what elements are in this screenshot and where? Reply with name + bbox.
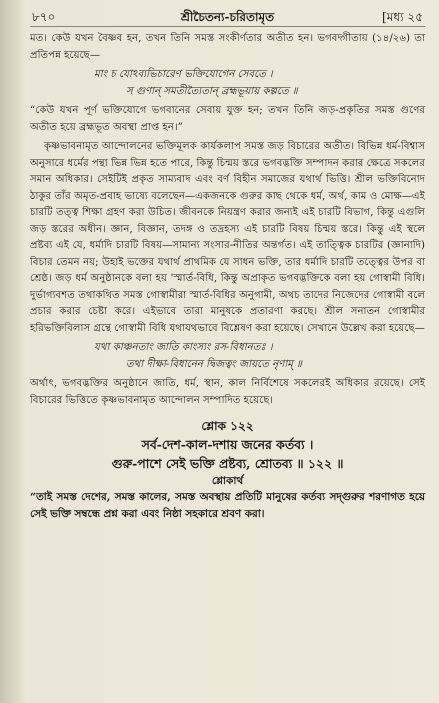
page-number: ৮৭০	[32, 10, 56, 24]
book-title: শ্রীচৈতন্য-চরিতামৃত	[180, 10, 275, 24]
gita-verse-line-1: মাং চ যোঽব্যভিচারেণ ভক্তিযোগেন সেবতে ।	[94, 69, 273, 80]
gita-verse-line-2: স গুণান্ সমতীত্যৈতান্ ব্রহ্মভূয়ায় কল্পতে ॥	[126, 85, 298, 97]
haribhakti-verse-line-1: যথা কাঞ্চনতাং জাতি কাংস্যং রস-বিধানতঃ ।	[94, 342, 273, 353]
slokartha-label: শ্লোকার্থ	[211, 475, 244, 487]
section-label: [মধ্য ২৫	[382, 10, 423, 24]
sloka-translation: “তাই সমস্ত দেশের, সমস্ত কালের, সমস্ত অবস্থায় প্রতিটি মানুষের কর্তব্য সদ্গুরুর শরণাগত হয়ে সেই ভক্তি সম্বন্ধে প্রশ্ন করা এবং নিষ্ঠা সহকারে শ্রবণ করা।	[30, 491, 425, 520]
purport-paragraph: কৃষ্ণভাবনামৃত আন্দোলনের ভক্তিমূলক কার্যকলাপ সমস্ত জড় বিচারের অতীত। বিভিন্ন ধর্ম-বিশ্বাস অনুসারে ধর্মের পন্থা ভিন্ন ভিন্ন হতে পারে, কিন্তু চিন্ময় স্তরে ভগবদ্ভক্তি সম্পাদন করার ক্ষেত্রে সকলের সমান অধিকার। সেইটিই প্রকৃত সাম্যবাদ এবং বর্ণ বিহীন সমাজের যথার্থ ভিত্তি। শ্রীল ভক্তিবিনোদ ঠাকুর তাঁর অমৃত-প্রবাহ ভাষ্যে বলেছেন—একজনকে গুরুর কাছ থেকে ধর্ম, অর্থ, কাম ও মোক্ষ—এই চারটি তত্ত্ব শিক্ষা গ্রহণ করা উচিত। জীবনকে নিয়ন্ত্রণ করার জন্যই এই চারটি বিভাগ, কিন্তু এগুলি জড় স্তরের অধীন। জ্ঞান, বিজ্ঞান, তদঙ্গ ও তদ্রহস্য এই চারটি বিষয় চিন্ময় স্তরে। কিন্তু এই স্থলে প্রষ্টব্য এই যে, ধর্মাদি চারটি বিষয়—সামান্য সংসার-নীতির অন্তর্গত। এই তাত্ত্বিক চারটির (জ্ঞানাদি) বিচার তেমন নয়; উহাই ভক্তের যথার্থ প্রাথমিক যে সাধন ভক্তি, তার ধর্মাদি চারটি তত্ত্বের উপর বা শ্রেষ্ঠ। জড় ধর্ম অনুষ্ঠানকে বলা হয় 'স্মার্ত-বিধি, কিন্তু অপ্রাকৃত ভগবদ্ভক্তিকে বলা হয় গোস্বামী বিধি। দুর্ভাগ্যবশত তথাকথিত সমস্ত গোস্বামীরা স্মার্ত-বিধির অনুগামী, অথচ তাদের নিজেদের গোস্বামী বলে প্রচার করার চেষ্টা করে। এইভাবে তারা মানুষকে প্রতারণা করছে। শ্রীল সনাতন গোস্বামীর হরিভক্তিবিলাস গ্রন্থে গোস্বামী বিধি যথাযথভাবে বিশ্লেষণ করা হয়েছে। সেখানে উল্লেখ করা হয়েছে—	[30, 141, 425, 334]
sloka-line-1: সর্ব-দেশ-কাল-দশায় জনের কর্তব্য ।	[141, 437, 314, 452]
conclusion-paragraph: অর্থাৎ, ভগবদ্ভক্তির অনুষ্ঠানে জাতি, ধর্ম, স্থান, কাল নির্বিশেষে সকলেরই অধিকার রয়েছে। সেই বিচারের ভিত্তিতে কৃষ্ণভাবনামৃত আন্দোলন সম্পাদিত হয়েছে।	[30, 378, 425, 406]
sloka-line-2: গুরু-পাশে সেই ভক্তি প্রষ্টব্য, শ্রোতব্য ॥ ১২২ ॥	[111, 456, 344, 471]
running-header	[30, 8, 425, 27]
gita-translation-paragraph: “কেউ যখন পূর্ণ ভক্তিযোগে ভগবানের সেবায় যুক্ত হন; তখন তিনি জড়-প্রকৃতির সমস্ত গুণের অতীত হয়ে ব্রহ্মভূত অবস্থা প্রাপ্ত হন।”	[30, 105, 425, 133]
haribhakti-verse-line-2: তথা দীক্ষা-বিধানেন দ্বিজত্বং জায়তে নৃণাম্ ॥	[126, 358, 302, 370]
sloka-heading: শ্লোক ১২২	[201, 419, 254, 433]
intro-paragraph: মত। কেউ যখন বৈষ্ণব হন, তখন তিনি সমস্ত সংকীর্ণতার অতীত হন। ভগবদ্গীতায় (১৪/২৬) তা প্রতিপন্ন হয়েছে—	[30, 33, 425, 61]
